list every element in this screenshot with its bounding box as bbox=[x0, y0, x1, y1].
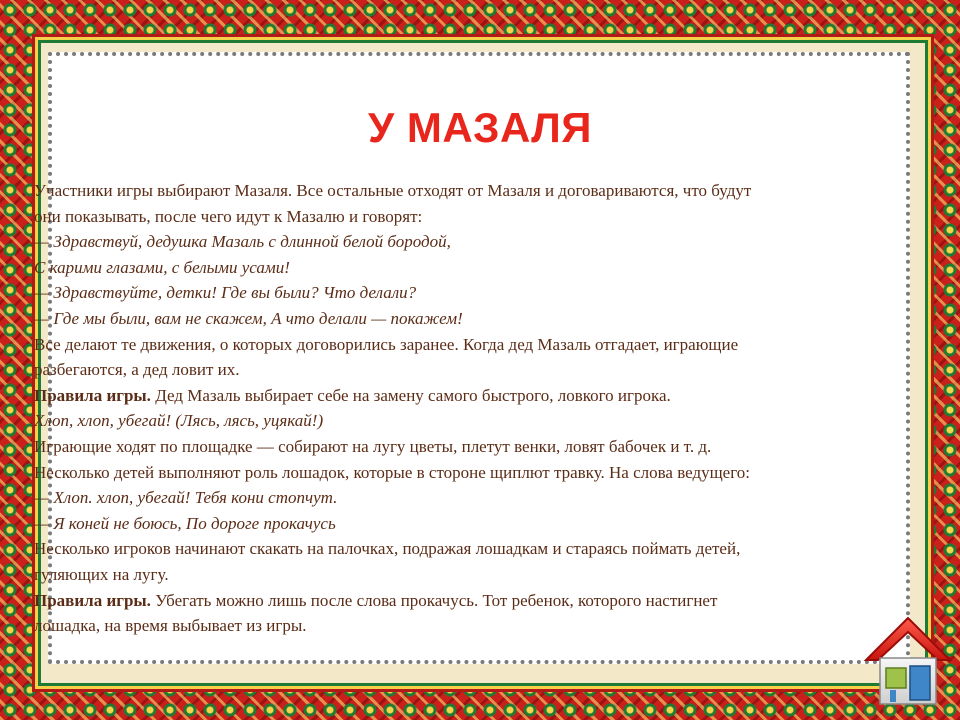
text-line: — Я коней не боюсь, По дороге прокачусь bbox=[34, 513, 336, 533]
slide-text bbox=[34, 178, 914, 639]
text-line: Несколько игроков начинают скакать на палочках, подражая лошадкам и стараясь поймать детей, bbox=[34, 539, 741, 559]
text-line: лошадка, на время выбывает из игры. bbox=[34, 616, 307, 636]
text-line: Правила игры. Дед Мазаль выбирает себе на замену самого быстрого, ловкого игрока. bbox=[34, 385, 671, 405]
text-line: они показывать, после чего идут к Мазалю и говорят: bbox=[34, 206, 423, 226]
text-line: Правила игры. Убегать можно лишь после слова прокачусь. Тот ребенок, которого настигнет bbox=[34, 590, 718, 610]
text-line: разбегаются, а дед ловит их. bbox=[34, 360, 240, 380]
text-line: Играющие ходят по площадке — собирают на лугу цветы, плетут венки, ловят бабочек и т. д. bbox=[34, 436, 712, 456]
text-line: Несколько детей выполняют роль лошадок, которые в стороне щиплют травку. На слова ведущего: bbox=[34, 462, 751, 482]
text-line: Все делают те движения, о которых договорились заранее. Когда дед Мазаль отгадает, играющие bbox=[34, 334, 739, 354]
text-line: — Здравствуй, дедушка Мазаль с длинной белой бородой, bbox=[34, 232, 451, 252]
text-line: гуляющих на лугу. bbox=[34, 564, 169, 584]
text-line: — Здравствуйте, детки! Где вы были? Что делали? bbox=[34, 283, 417, 303]
text-line: Хлоп, хлоп, убегай! (Лясь, лясь, уцякай!) bbox=[34, 411, 324, 431]
text-line: С карими глазами, с белыми усами! bbox=[34, 257, 290, 277]
slide-title: У МАЗАЛЯ bbox=[368, 104, 592, 151]
text-line: — Хлоп. хлоп, убегай! Тебя кони стопчут. bbox=[34, 488, 338, 508]
text-line: Участники игры выбирают Мазаля. Все остальные отходят от Мазаля и договариваются, что будут bbox=[34, 181, 752, 200]
home-button[interactable] bbox=[860, 612, 956, 712]
text-line: — Где мы были, вам не скажем, А что делали — покажем! bbox=[34, 308, 463, 328]
home-icon bbox=[860, 612, 956, 712]
